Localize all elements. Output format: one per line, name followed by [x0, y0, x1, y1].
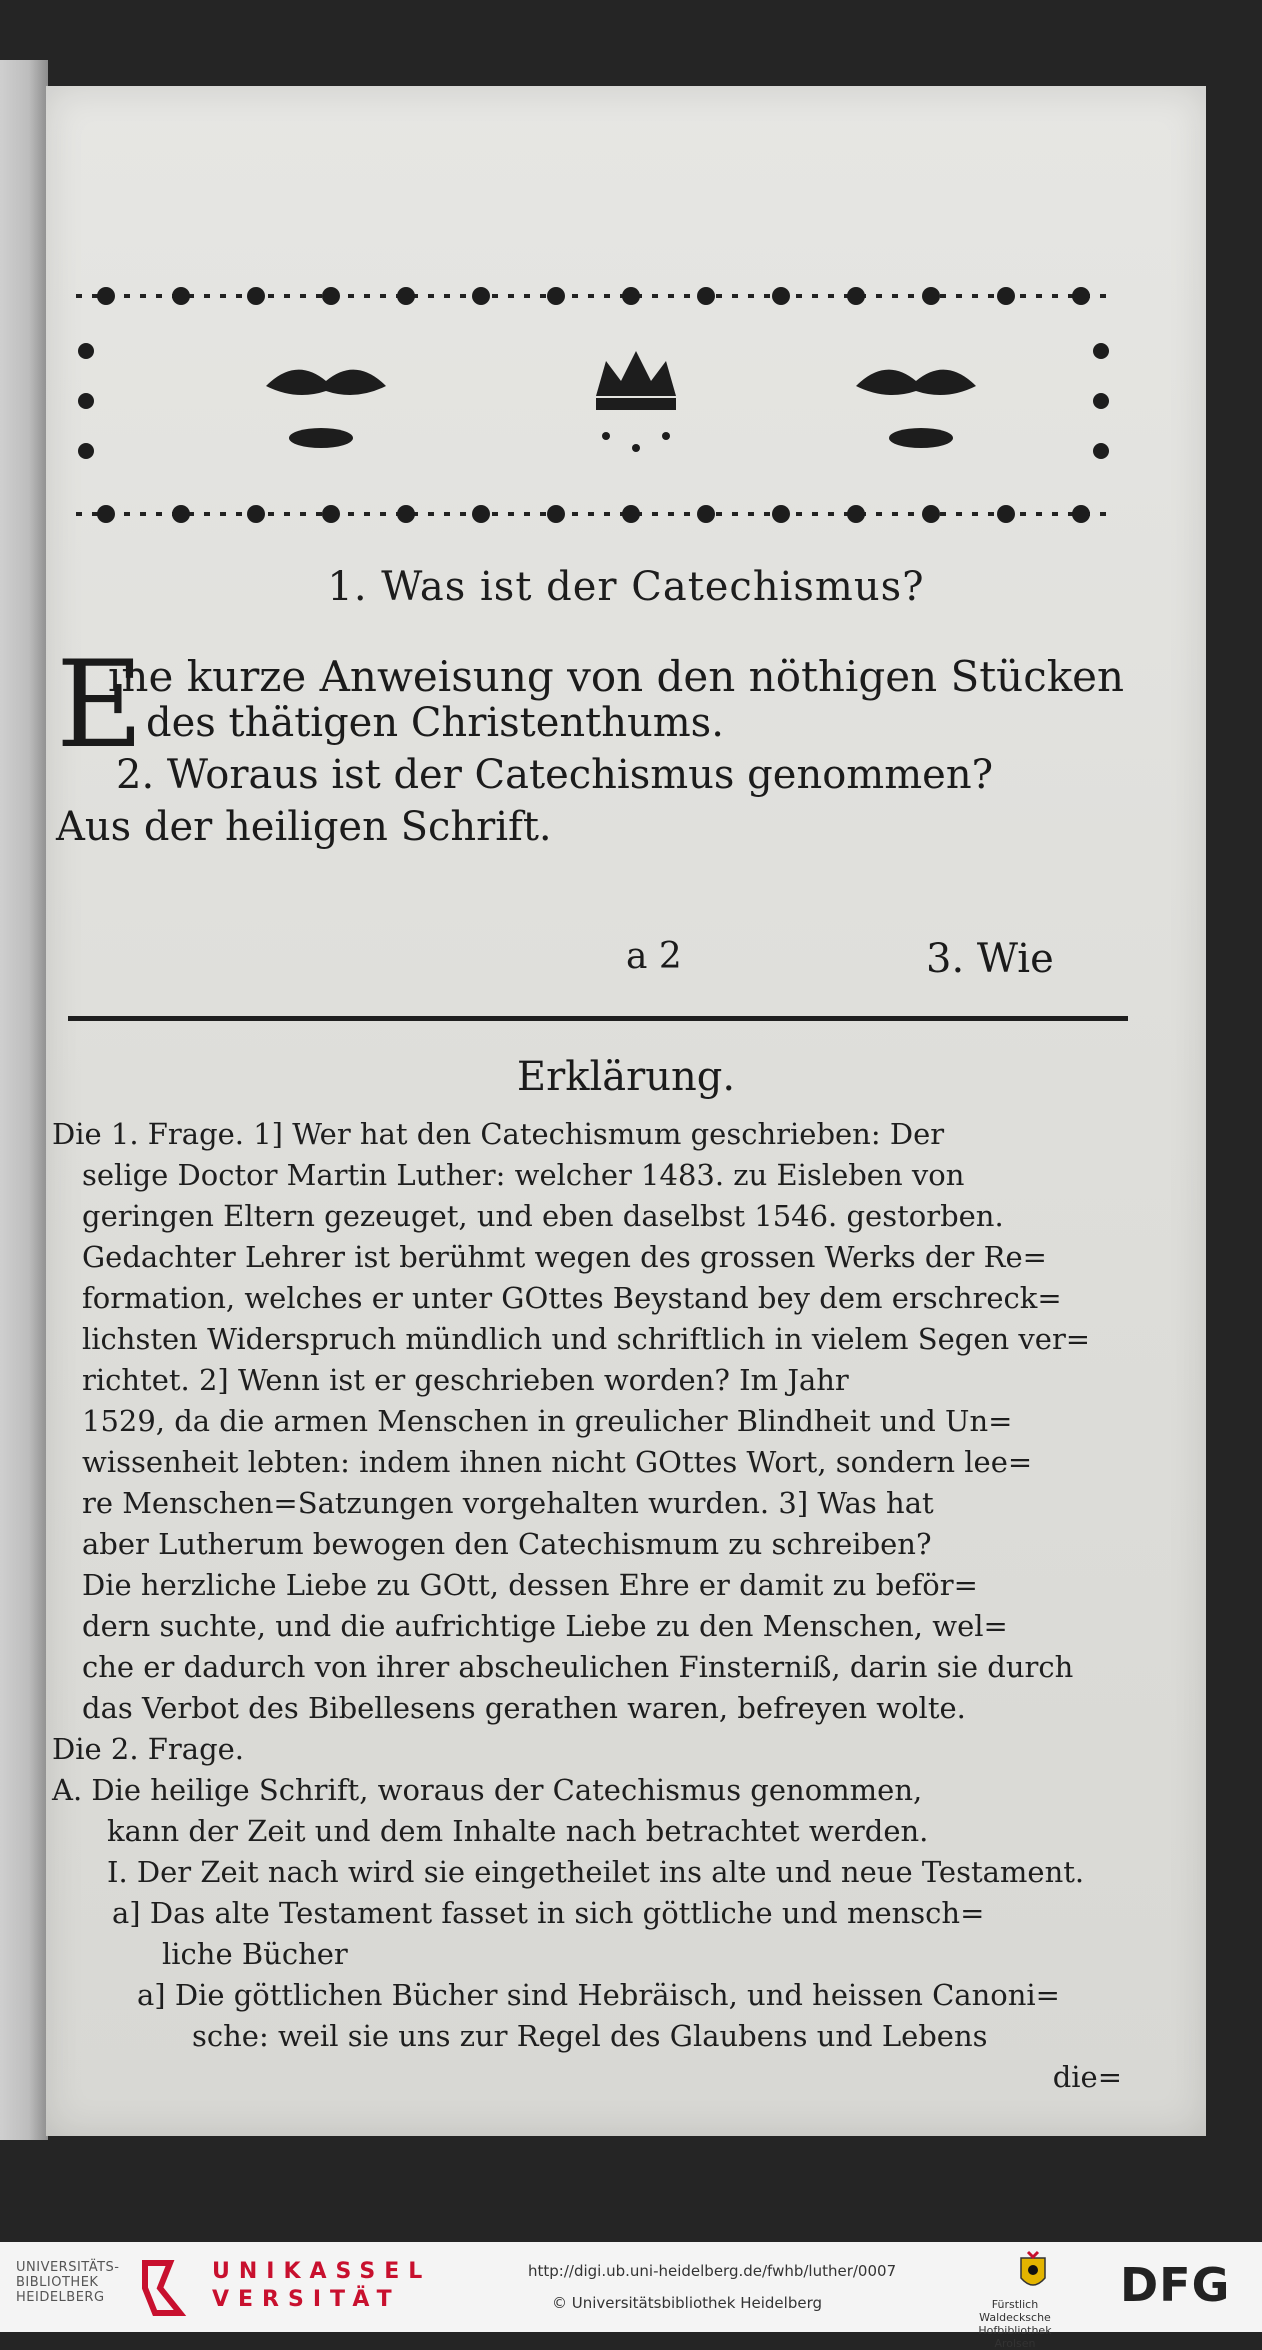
section-title: Erklärung. — [516, 1054, 736, 1100]
kassel-logo-icon — [140, 2258, 190, 2316]
item-a2-line-2: sche: weil sie uns zur Regel des Glaubens und Lebens — [192, 2019, 988, 2053]
uni-kassel-logo[interactable] — [212, 2258, 431, 2314]
item-a1-line-1: a] Das alte Testament fasset in sich göttliche und mensch= — [112, 1896, 985, 1930]
page-number: a 2 — [626, 936, 682, 977]
frage-2-label: Die 2. Frage. — [52, 1732, 245, 1766]
footer-bar — [0, 2242, 1262, 2350]
catchword: 3. Wie — [926, 936, 1054, 982]
body-line: lichsten Widerspruch mündlich und schriftlich in vielem Segen ver= — [82, 1322, 1091, 1356]
body-line: Gedachter Lehrer ist berühmt wegen des grossen Werks der Re= — [82, 1240, 1047, 1274]
book-edge — [0, 60, 48, 2140]
ornament-border — [66, 186, 1121, 526]
arolsen-line-2: Hofbibliothek Arolsen — [978, 2324, 1052, 2350]
body-line: selige Doctor Martin Luther: welcher 1483. zu Eisleben von — [82, 1158, 965, 1192]
copyright-text: © Universitätsbibliothek Heidelberg — [552, 2294, 823, 2312]
body-line: das Verbot des Bibellesens gerathen waren, befreyen wolte. — [82, 1691, 966, 1725]
body-line: che er dadurch von ihrer abscheulichen Finsterniß, darin sie durch — [82, 1650, 1074, 1684]
item-a-line-1: A. Die heilige Schrift, woraus der Catechismus genommen, — [52, 1773, 923, 1807]
body-line: Die herzliche Liebe zu GOtt, dessen Ehre er damit zu beför= — [82, 1568, 978, 1602]
body-line: geringen Eltern gezeuget, und eben daselbst 1546. gestorben. — [82, 1199, 1004, 1233]
ub-heidelberg-logo[interactable] — [16, 2260, 120, 2305]
body-line: Die 1. Frage. 1] Wer hat den Catechismum geschrieben: Der — [52, 1117, 945, 1151]
item-i: I. Der Zeit nach wird sie eingetheilet ins alte und neue Testament. — [107, 1855, 1085, 1889]
kassel-line-1: UNIKASSEL — [212, 2259, 432, 2284]
question-1: 1. Was ist der Catechismus? — [327, 564, 925, 610]
arolsen-line-1: Fürstlich Waldecksche — [979, 2298, 1051, 2324]
answer-2: Aus der heiligen Schrift. — [56, 804, 552, 850]
arolsen-crest-icon — [1018, 2250, 1048, 2294]
item-a2-line-3: die= — [1052, 2060, 1122, 2094]
answer-1-line-1: ine kurze Anweisung von den nöthigen Stücken — [108, 652, 1125, 701]
ub-line-3: HEIDELBERG — [16, 2290, 105, 2305]
kassel-line-2: VERSITÄT — [212, 2287, 401, 2312]
dfg-logo[interactable]: DFG — [1120, 2258, 1231, 2312]
item-a-line-2: kann der Zeit und dem Inhalte nach betrachtet werden. — [107, 1814, 929, 1848]
book-page — [46, 86, 1206, 2136]
ub-line-1: UNIVERSITÄTS- — [16, 2260, 120, 2275]
body-line: dern suchte, und die aufrichtige Liebe zu den Menschen, wel= — [82, 1609, 1008, 1643]
explanation-text — [52, 1114, 1132, 2098]
arolsen-logo[interactable] — [960, 2298, 1070, 2350]
divider-rule — [68, 1016, 1128, 1021]
question-2: 2. Woraus ist der Catechismus genommen? — [116, 752, 994, 798]
dropcap-letter: E — [56, 636, 144, 775]
ub-line-2: BIBLIOTHEK — [16, 2275, 99, 2290]
item-a2-line-1: a] Die göttlichen Bücher sind Hebräisch, und heissen Canoni= — [137, 1978, 1060, 2012]
body-line: 1529, da die armen Menschen in greulicher Blindheit und Un= — [82, 1404, 1013, 1438]
body-line: richtet. 2] Wenn ist er geschrieben worden? Im Jahr — [82, 1363, 849, 1397]
body-line: formation, welches er unter GOttes Beystand bey dem erschreck= — [82, 1281, 1062, 1315]
body-line: aber Lutherum bewogen den Catechismum zu schreiben? — [82, 1527, 932, 1561]
item-a1-line-2: liche Bücher — [162, 1937, 348, 1971]
answer-1-line-2: des thätigen Christenthums. — [146, 700, 724, 746]
body-line: re Menschen=Satzungen vorgehalten wurden. 3] Was hat — [82, 1486, 934, 1520]
body-line: wissenheit lebten: indem ihnen nicht GOttes Wort, sondern lee= — [82, 1445, 1033, 1479]
permalink-url[interactable]: http://digi.ub.uni-heidelberg.de/fwhb/luther/0007 — [528, 2262, 897, 2280]
